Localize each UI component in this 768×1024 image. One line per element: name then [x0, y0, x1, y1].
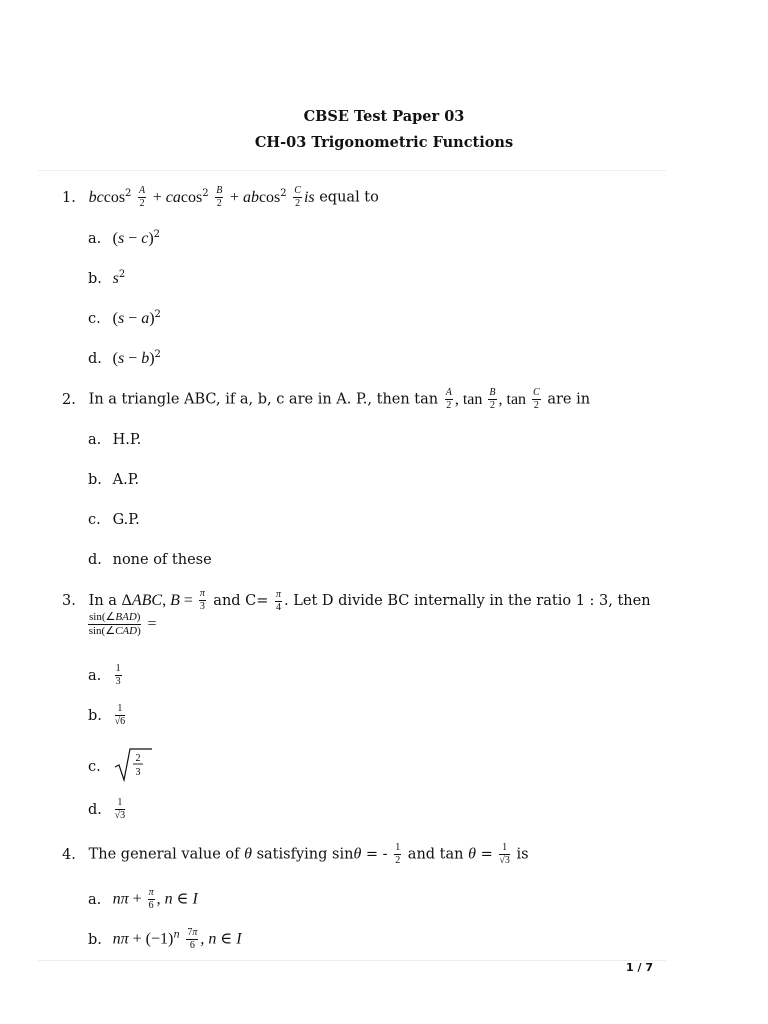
- question-3-ratio: $\frac{\text{sin(∠BAD)}}{\text{sin(∠CAD)}}$ =: [88, 611, 157, 637]
- option-2a[interactable]: [88, 432, 141, 448]
- page-title: CBSE Test Paper 03: [303, 108, 465, 125]
- option-text: G.P.: [112, 512, 140, 528]
- option-2c[interactable]: [88, 512, 140, 528]
- option-label: a.: [88, 432, 102, 448]
- question-text: . Let D divide BC internally in the ratio 1 : 3, then: [284, 593, 651, 609]
- equation: $\frac{A}{2}$ , tan $\frac{B}{2}$ , tan $\frac{C}{2}$: [445, 387, 540, 411]
- footer-divider: [38, 960, 666, 961]
- option-3d[interactable]: d. $\frac{1}{√3}$: [88, 797, 126, 821]
- option-label: b.: [88, 931, 102, 948]
- option-1c[interactable]: c. $(s - a)^2$: [88, 309, 161, 327]
- option-2d[interactable]: [88, 552, 212, 568]
- page-number: 1 / 7: [626, 961, 653, 974]
- header-divider: [38, 170, 666, 171]
- option-text: none of these: [112, 552, 212, 568]
- option-text: A.P.: [112, 472, 140, 488]
- question-text: satisfying sin: [256, 846, 354, 863]
- option-label: d.: [88, 350, 102, 367]
- option-label: b.: [88, 707, 102, 724]
- question-text: is: [516, 846, 529, 863]
- equation: bccos$^2$ $\frac{A}{2}$ + cacos$^2$ $\frac{B}{2}$ + abcos$^2$ $\frac{C}{2}$ is: [88, 185, 315, 209]
- svg-text:2: 2: [135, 753, 141, 764]
- option-label: c.: [88, 759, 101, 775]
- page-subtitle: CH-03 Trigonometric Functions: [254, 134, 514, 151]
- option-1b[interactable]: b. $s^2$: [88, 269, 126, 287]
- question-3: [62, 589, 651, 613]
- question-text: In a: [88, 593, 117, 609]
- question-number: 2.: [62, 391, 76, 408]
- option-label: a.: [88, 891, 102, 908]
- question-text: =: [480, 846, 493, 863]
- option-label: d.: [88, 552, 102, 568]
- question-text: and C=: [213, 593, 269, 609]
- option-label: b.: [88, 472, 102, 488]
- option-1a[interactable]: a. $(s - c)^2$: [88, 229, 161, 247]
- option-4a[interactable]: a. nπ + $\frac{\pi}{6}$ , n ∈ I: [88, 887, 198, 911]
- option-3c[interactable]: [88, 748, 153, 786]
- option-label: d.: [88, 801, 102, 818]
- question-number: 3.: [62, 593, 76, 609]
- question-text: are in: [547, 391, 591, 408]
- svg-text:3: 3: [135, 767, 141, 778]
- question-2: [62, 388, 590, 411]
- option-label: a.: [88, 667, 102, 684]
- option-label: c.: [88, 512, 101, 528]
- option-3a[interactable]: a. $\frac{1}{3}$: [88, 663, 121, 687]
- option-4b[interactable]: b. $n\pi + (-1)^n$ $\frac{7\pi}{6}$ , n ∈ I: [88, 927, 242, 951]
- question-text: The general value of: [88, 846, 240, 863]
- question-number: 1.: [62, 189, 76, 206]
- question-text: equal to: [319, 189, 379, 206]
- option-label: a.: [88, 230, 102, 247]
- sqrt-symbol: [113, 748, 153, 786]
- question-text: and tan: [407, 846, 464, 863]
- option-label: b.: [88, 270, 102, 287]
- option-text: H.P.: [112, 432, 142, 448]
- equation: ΔABC, B = $\frac{\pi}{3}$: [121, 588, 205, 612]
- question-1: [62, 186, 379, 209]
- option-3b[interactable]: b. $\frac{1}{√6}$: [88, 703, 126, 727]
- option-1d[interactable]: d. $(s - b)^2$: [88, 349, 161, 367]
- question-text: = -: [365, 846, 388, 863]
- question-text: In a triangle ABC, if a, b, c are in A. P., then tan: [88, 391, 439, 408]
- option-label: c.: [88, 310, 101, 327]
- question-4: 4. The general value of θ satisfying sinθ = - $\frac{1}{2}$ and tan θ = $\frac{1}{√3}$ is: [62, 842, 529, 866]
- equation: $\frac{\pi}{4}$: [276, 588, 282, 613]
- question-number: 4.: [62, 846, 76, 863]
- option-2b[interactable]: [88, 472, 139, 488]
